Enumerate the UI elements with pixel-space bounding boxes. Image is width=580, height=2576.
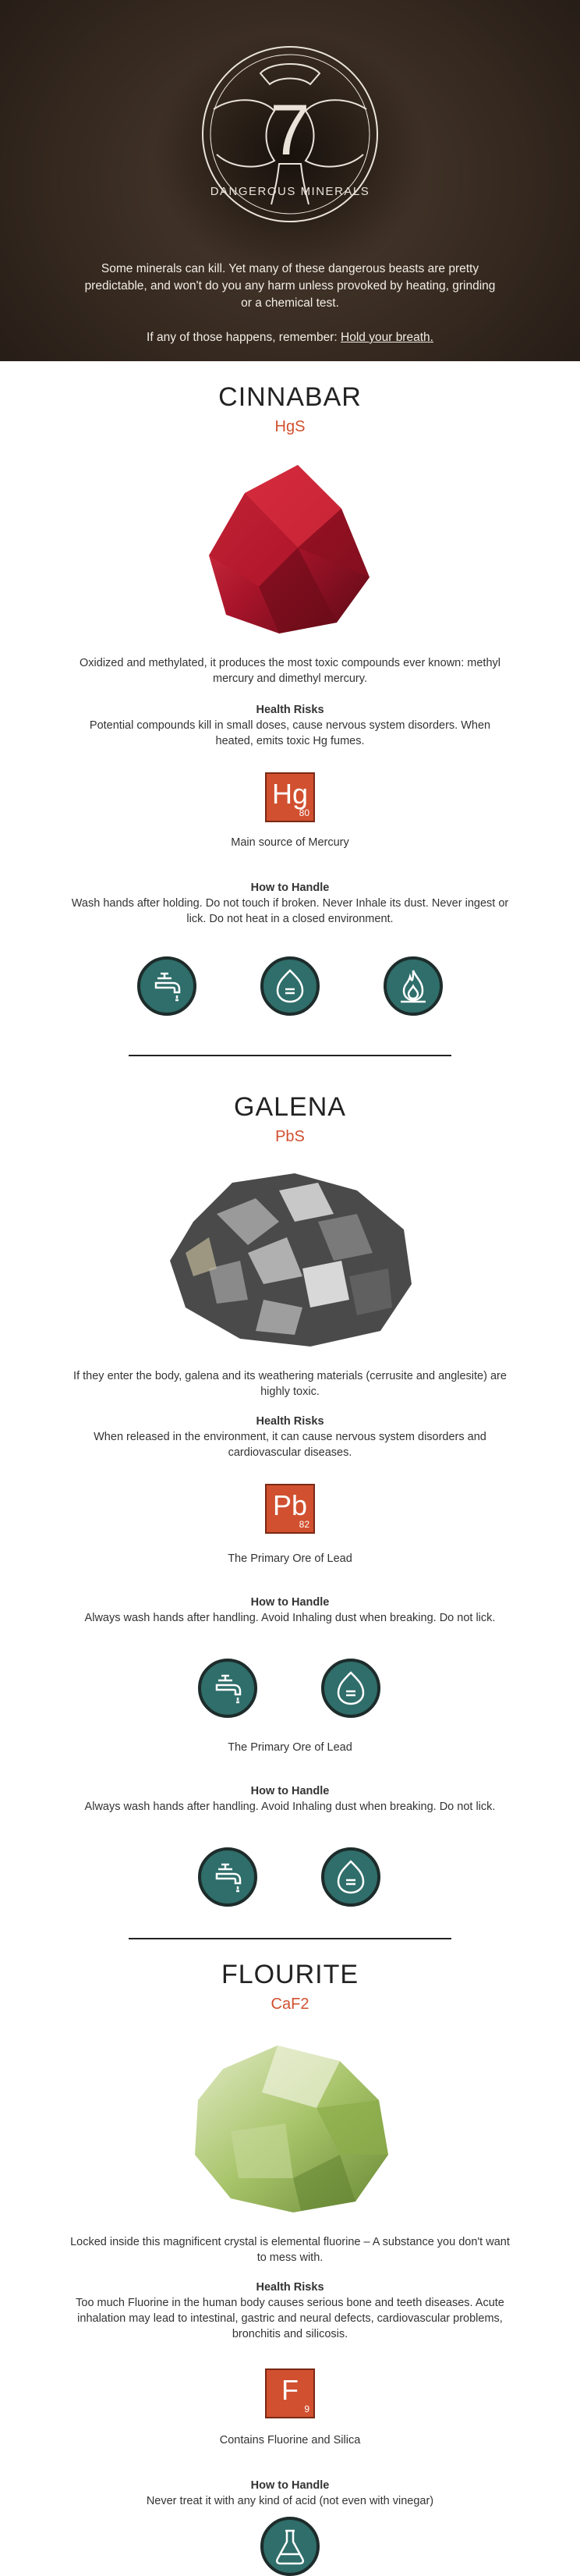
element-tile-hg bbox=[265, 772, 315, 822]
intro-prefix: If any of those happens, remember: bbox=[147, 331, 341, 344]
galena-element-caption: The Primary Ore of Lead bbox=[228, 1552, 352, 1565]
intro-paragraph-2 bbox=[78, 329, 502, 346]
element-tile-f bbox=[265, 2368, 315, 2418]
faucet-icon bbox=[198, 1659, 257, 1718]
emblem-caption: DANGEROUS MINERALS bbox=[210, 185, 370, 198]
galena-crystal-image bbox=[162, 1159, 419, 1354]
cinnabar-handle-block bbox=[70, 880, 510, 927]
flourite-description: Locked inside this magnificent crystal is elemental fluorine – A substance you don't want to mess with. bbox=[70, 2236, 510, 2264]
flourite-handle-block bbox=[70, 2478, 510, 2509]
flourite-risks-block bbox=[70, 2280, 510, 2342]
cinnabar-description: Oxidized and methylated, it produces the most toxic compounds ever known: methyl mercury and dimethyl mercury. bbox=[80, 657, 500, 685]
element-symbol-pb: Pb bbox=[272, 1489, 308, 1521]
element-number-hg: 80 bbox=[299, 807, 309, 818]
galena-repeat-handle-heading: How to Handle bbox=[250, 1785, 330, 1797]
galena-handle-text: Always wash hands after handling. Avoid Inhaling dust when breaking. Do not lick. bbox=[84, 1612, 496, 1624]
mineral-title-galena: GALENA bbox=[234, 1092, 346, 1122]
galena-repeat-caption: The Primary Ore of Lead bbox=[228, 1741, 352, 1754]
formula-flourite: CaF2 bbox=[271, 1996, 309, 2013]
cinnabar-element-caption: Main source of Mercury bbox=[231, 836, 349, 849]
flourite-handle-text: Never treat it with any kind of acid (not even with vinegar) bbox=[146, 2495, 434, 2507]
intro-paragraph-1: Some minerals can kill. Yet many of these dangerous beasts are pretty predictable, and won't do you any harm unless provoked by heating, grinding or a chemical test. bbox=[84, 262, 496, 310]
seven-emblem-logo bbox=[186, 30, 394, 239]
mineral-title-cinnabar: CINNABAR bbox=[218, 382, 362, 412]
cinnabar-risks-text: Potential compounds kill in small doses, cause nervous system disorders. When heated, emits toxic Hg fumes. bbox=[89, 719, 491, 747]
mask-icon bbox=[321, 1659, 380, 1718]
flame-icon bbox=[384, 956, 443, 1016]
formula-cinnabar: HgS bbox=[274, 418, 306, 435]
galena-handle-block bbox=[70, 1595, 510, 1626]
flourite-risks-heading: Health Risks bbox=[256, 2281, 324, 2294]
intro-text bbox=[78, 261, 502, 346]
element-symbol-f: F bbox=[281, 2374, 299, 2406]
flourite-crystal-image bbox=[184, 2038, 394, 2217]
galena-repeat-handle-text: Always wash hands after handling. Avoid Inhaling dust when breaking. Do not lick. bbox=[84, 1801, 496, 1813]
section-divider bbox=[129, 1938, 451, 1939]
cinnabar-handle-text: Wash hands after holding. Do not touch if broken. Never Inhale its dust. Never ingest or lick. Do not heat in a closed environment. bbox=[71, 897, 509, 925]
hold-breath-link[interactable]: Hold your breath. bbox=[341, 331, 433, 344]
flask-icon bbox=[260, 2517, 320, 2576]
cinnabar-risks-heading: Health Risks bbox=[256, 704, 324, 716]
element-number-pb: 82 bbox=[299, 1519, 309, 1530]
flourite-risks-text: Too much Fluorine in the human body causes serious bone and teeth diseases. Acute inhalation may lead to intestinal, gastric and neural defects, cardiovascular problems, bronchitis and silicosis. bbox=[76, 2297, 504, 2340]
section-divider bbox=[129, 1055, 451, 1056]
element-symbol-hg: Hg bbox=[271, 778, 309, 810]
galena-description: If they enter the body, galena and its weathering materials (cerrusite and anglesite) are highly toxic. bbox=[73, 1370, 507, 1398]
faucet-icon bbox=[198, 1847, 257, 1907]
galena-risks-text: When released in the environment, it can cause nervous system disorders and cardiovascular diseases. bbox=[94, 1431, 486, 1459]
galena-risks-block bbox=[70, 1414, 510, 1460]
faucet-icon bbox=[137, 956, 196, 1016]
mask-icon bbox=[260, 956, 320, 1016]
mask-icon bbox=[321, 1847, 380, 1907]
cinnabar-risks-block bbox=[70, 702, 510, 749]
galena-handle-heading: How to Handle bbox=[250, 1596, 330, 1609]
flourite-element-caption: Contains Fluorine and Silica bbox=[219, 2434, 361, 2446]
hero-banner bbox=[0, 0, 580, 361]
galena-risks-heading: Health Risks bbox=[256, 1415, 324, 1428]
mineral-title-flourite: FLOURITE bbox=[221, 1960, 359, 1989]
element-number-f: 9 bbox=[304, 2404, 309, 2415]
cinnabar-crystal-image bbox=[204, 462, 376, 637]
emblem-number: 7 bbox=[270, 90, 310, 170]
galena-repeat-handle-block bbox=[70, 1783, 510, 1815]
cinnabar-handle-heading: How to Handle bbox=[250, 882, 330, 894]
formula-galena: PbS bbox=[275, 1128, 305, 1145]
flourite-handle-heading: How to Handle bbox=[250, 2479, 330, 2492]
element-tile-pb bbox=[265, 1484, 315, 1534]
